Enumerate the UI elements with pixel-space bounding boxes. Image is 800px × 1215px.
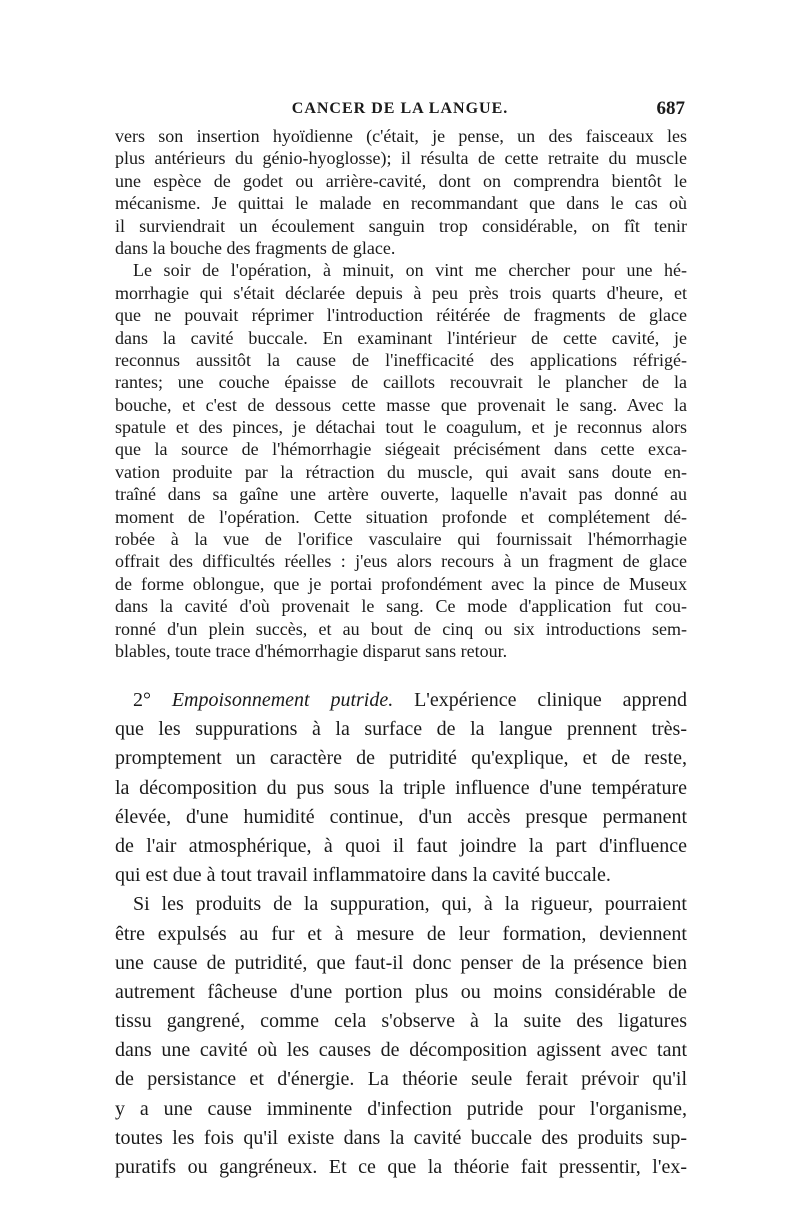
text-line: promptement un caractère de putridité qu'explique, et de reste, bbox=[115, 747, 687, 770]
text-line: élevée, d'une humidité continue, d'un accès presque permanent bbox=[115, 805, 687, 828]
text-line: reconnus aussitôt la cause de l'inefficacité des applications réfrigé- bbox=[115, 349, 687, 370]
text-line: spatule et des pinces, je détachai tout le coagulum, et je reconnus alors bbox=[115, 417, 687, 438]
text-line: dans la bouche des fragments de glace. bbox=[115, 237, 396, 258]
text-line: rantes; une couche épaisse de caillots recouvrait le plancher de la bbox=[115, 372, 687, 393]
text-line: une espèce de godet ou arrière-cavité, dont on comprendra bientôt le bbox=[115, 170, 687, 191]
text-line: traîné dans sa gaîne une artère ouverte, laquelle n'avait pas donné au bbox=[115, 484, 687, 505]
text-line: plus antérieurs du génio-hyoglosse); il résulta de cette retraite du muscle bbox=[115, 148, 687, 169]
paragraph-1 bbox=[115, 125, 687, 259]
text-line: vation produite par la rétraction du muscle, qui avait sans doute en- bbox=[115, 461, 687, 482]
text-line: bouche, et c'est de dessous cette masse que provenait le sang. Avec la bbox=[115, 394, 687, 415]
text-line: de persistance et d'énergie. La théorie seule ferait prévoir qu'il bbox=[115, 1068, 687, 1091]
text-line: une cause de putridité, que faut-il donc penser de la présence bien bbox=[115, 951, 687, 974]
page-number: 687 bbox=[656, 98, 685, 119]
text-line: morrhagie qui s'était déclarée depuis à peu près trois quarts d'heure, et bbox=[115, 282, 687, 303]
text-line: de forme oblongue, que je portai profondément avec la pince de Museux bbox=[115, 573, 687, 594]
text-line: que les suppurations à la surface de la langue prennent très- bbox=[115, 718, 687, 741]
section-number: 2° bbox=[133, 689, 151, 711]
text-line: mécanisme. Je quittai le malade en recommandant que dans le cas où bbox=[115, 193, 687, 214]
text-line: Si les produits de la suppuration, qui, à la rigueur, pourraient bbox=[133, 893, 687, 916]
text-line: il surviendrait un écoulement sanguin trop considérable, on fît tenir bbox=[115, 215, 687, 236]
text-line: que la source de l'hémorrhagie siégeait précisément dans cette exca- bbox=[115, 439, 687, 460]
text-line: la décomposition du pus sous la triple influence d'une température bbox=[115, 776, 687, 799]
paragraph-2 bbox=[115, 259, 687, 662]
text-line: toutes les fois qu'il existe dans la cavité buccale des produits sup- bbox=[115, 1126, 687, 1149]
section-first-line-text: L'expérience clinique apprend bbox=[414, 689, 688, 711]
text-line: blables, toute trace d'hémorrhagie disparut sans retour. bbox=[115, 640, 508, 661]
text-line: vers son insertion hyoïdienne (c'était, je pense, un des faisceaux les bbox=[115, 126, 687, 146]
text-line: être expulsés au fur et à mesure de leur formation, deviennent bbox=[115, 922, 687, 945]
text-line: autrement fâcheuse d'une portion plus ou moins considérable de bbox=[115, 980, 687, 1003]
text-line: tissu gangrené, comme cela s'observe à la suite des ligatures bbox=[115, 1010, 687, 1033]
text-line: dans la cavité buccale. En examinant l'intérieur de cette cavité, je bbox=[115, 327, 687, 348]
text-line: y a une cause imminente d'infection putride pour l'organisme, bbox=[115, 1097, 687, 1120]
paragraph-4 bbox=[115, 890, 687, 1182]
running-header bbox=[115, 96, 685, 126]
text-line: puratifs ou gangréneux. Et ce que la théorie fait pressentir, l'ex- bbox=[115, 1156, 687, 1178]
section-2 bbox=[115, 686, 687, 890]
section-heading: Empoisonnement putride. bbox=[171, 689, 394, 711]
text-line: qui est due à tout travail inflammatoire dans la cavité buccale. bbox=[115, 864, 611, 887]
text-line: ronné d'un plein succès, et au bout de cinq ou six introductions sem- bbox=[115, 618, 687, 639]
text-line: robée à la vue de l'orifice vasculaire qui fournissait l'hémorrhagie bbox=[115, 529, 687, 550]
chapter-title: CANCER DE LA LANGUE. bbox=[291, 100, 509, 117]
small-type-block bbox=[115, 125, 687, 662]
large-type-block bbox=[115, 686, 687, 1182]
text-line: dans la cavité d'où provenait le sang. Ce mode d'application fut cou- bbox=[115, 596, 687, 617]
text-line: dans une cavité où les causes de décomposition agissent avec tant bbox=[115, 1039, 687, 1062]
text-line: que ne pouvait réprimer l'introduction réitérée de fragments de glace bbox=[115, 305, 687, 326]
text-line: moment de l'opération. Cette situation profonde et complétement dé- bbox=[115, 506, 687, 527]
text-line: offrait des difficultés réelles : j'eus alors recours à un fragment de glace bbox=[115, 551, 687, 572]
section-heading-line bbox=[115, 686, 687, 715]
text-line: de l'air atmosphérique, à quoi il faut joindre la part d'influence bbox=[115, 834, 687, 857]
text-line: Le soir de l'opération, à minuit, on vint me chercher pour une hé- bbox=[133, 260, 687, 281]
